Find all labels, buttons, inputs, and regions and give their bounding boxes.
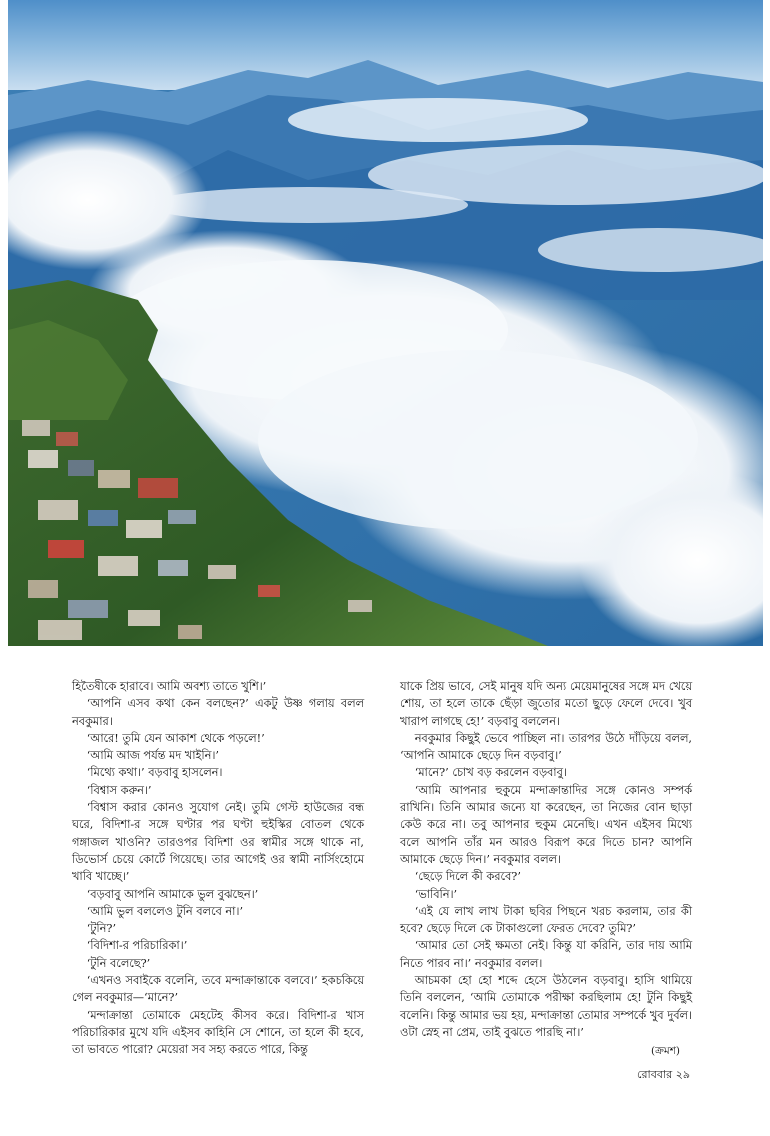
story-paragraph: ‘বড়বাবু আপনি আমাকে ভুল বুঝছেন।’: [86, 887, 259, 901]
story-paragraph: ‘আমার তো সেই ক্ষমতা নেই। কিন্তু যা করিনি, তার দায় আমি নিতে পারব না।’ নবকুমার বলল।: [400, 939, 692, 970]
story-paragraph: ‘বিদিশা-র পরিচারিকা।’: [86, 939, 188, 953]
story-paragraph: ‘বিশ্বাস করার কোনও সুযোগ নেই। তুমি গেস্ট হাউজের বন্ধ ঘরে, বিদিশা-র সঙ্গে ঘণ্টার পর ঘণ্টা হুইস্কির বোতল থেকে গঙ্গাজল খাওনি? তারওপর বিদিশা ওর স্বামীর সঙ্গে থাকে না, ডিভোর্স চেয়ে কোর্টে গিয়েছে। তার আগেই ওর স্বামী নার্সিংহোমে খাবি খাচ্ছে।’: [72, 801, 364, 884]
story-paragraph: ‘এখনও সবাইকে বলেনি, তবে মন্দাক্রান্তাকে বলবে।’ হকচকিয়ে গেল নবকুমার—‘মানে?’: [72, 974, 364, 1005]
page-footer: রোববার ২৯: [637, 1068, 690, 1081]
story-paragraph: ‘ছেড়ে দিলে কী করবে?’: [414, 870, 521, 884]
story-paragraph: ‘আমি ভুল বললেও টুনি বলবে না।’: [86, 904, 244, 918]
story-paragraph: ‘ভাবিনি।’: [414, 887, 458, 901]
story-paragraph: আচমকা হো হো শব্দে হেসে উঠলেন বড়বাবু। হাসি থামিয়ে তিনি বললেন, ‘আমি তোমাকে পরীক্ষা করছিলাম হে! টুনি কিছুই বলেনি। কিন্তু আমার ভয় হয়, মন্দাক্রান্তা তোমার সম্পর্কে খুব দুর্বল। ওটা স্নেহ না প্রেম, তাই বুঝতে পারছি না।’: [400, 974, 692, 1039]
story-paragraph: ‘মিথ্যে কথা।’ বড়বাবু হাসলেন।: [86, 766, 223, 780]
story-paragraph: ‘মন্দাক্রান্তা তোমাকে মেহটেহ কীসব করে। বিদিশা-র খাস পরিচারিকার মুখে যদি এইসব কাহিনি সে শোনে, তা হলে কী হবে, তা ভাবতে পারো? মেয়েরা সব সহ্য করতে পারে, কিন্তু: [72, 1008, 364, 1057]
story-paragraph: ‘আরে! তুমি যেন আকাশ থেকে পড়লে!’: [86, 731, 265, 745]
story-paragraph: ‘টুনি বলেছে?’: [86, 956, 151, 970]
story-right-column: [400, 678, 692, 1058]
continued-marker: (ক্রমশ): [650, 1045, 680, 1057]
story-paragraph: যাকে প্রিয় ভাবে, সেই মানুষ যদি অন্য মেয়েমানুষের সঙ্গে মদ খেয়ে শোয়, তা হলে তাকে ছেঁড়া জুতোর মতো ছুড়ে ফেলে দেবে। খুব খারাপ লাগছে হে!’ বড়বাবু বললেন।: [400, 680, 692, 728]
story-left-column: [72, 678, 364, 1058]
story-columns: [72, 678, 692, 1058]
story-paragraph: ‘এই যে লাখ লাখ টাকা ছবির পিছনে খরচ করলাম, তার কী হবে? ছেড়ে দিলে কে টাকাগুলো ফেরত দেবে? তুমি?’: [400, 904, 692, 936]
story-paragraph: ‘আমি আজ পর্যন্ত মদ খাইনি।’: [86, 749, 219, 763]
story-paragraph: ‘টুনি?’: [86, 922, 117, 936]
story-paragraph: হিতৈষীকে হারাবে। আমি অবশ্য তাতে খুশি।’: [72, 680, 267, 693]
story-paragraph: ‘আমি আপনার হুকুমে মন্দাক্রান্তাদির সঙ্গে কোনও সম্পর্ক রাখিনি। তিনি আমার জন্যে যা করেছেন, তা নিজের বোন ছাড়া কেউ করে না। তবু আপনার হুকুম মেনেছি। এখন এইসব মিথ্যে বলে আপনি তাঁর মন আরও বিরূপ করে দিতে চান? আপনি আমাকে ছেড়ে দিন।’ নবকুমার বলল।: [400, 783, 692, 866]
mountain-valley-photo: [8, 0, 763, 646]
story-paragraph: নবকুমার কিছুই ভেবে পাচ্ছিল না। তারপর উঠে দাঁড়িয়ে বলল, ‘আপনি আমাকে ছেড়ে দিন বড়বাবু।’: [400, 731, 692, 763]
story-paragraph: ‘বিশ্বাস করুন।’: [86, 783, 152, 797]
story-paragraph: ‘আপনি এসব কথা কেন বলছেন?’ একটু উষ্ণ গলায় বলল নবকুমার।: [72, 697, 364, 728]
story-paragraph: ‘মানে?’ চোখ বড় করলেন বড়বাবু।: [414, 766, 567, 780]
